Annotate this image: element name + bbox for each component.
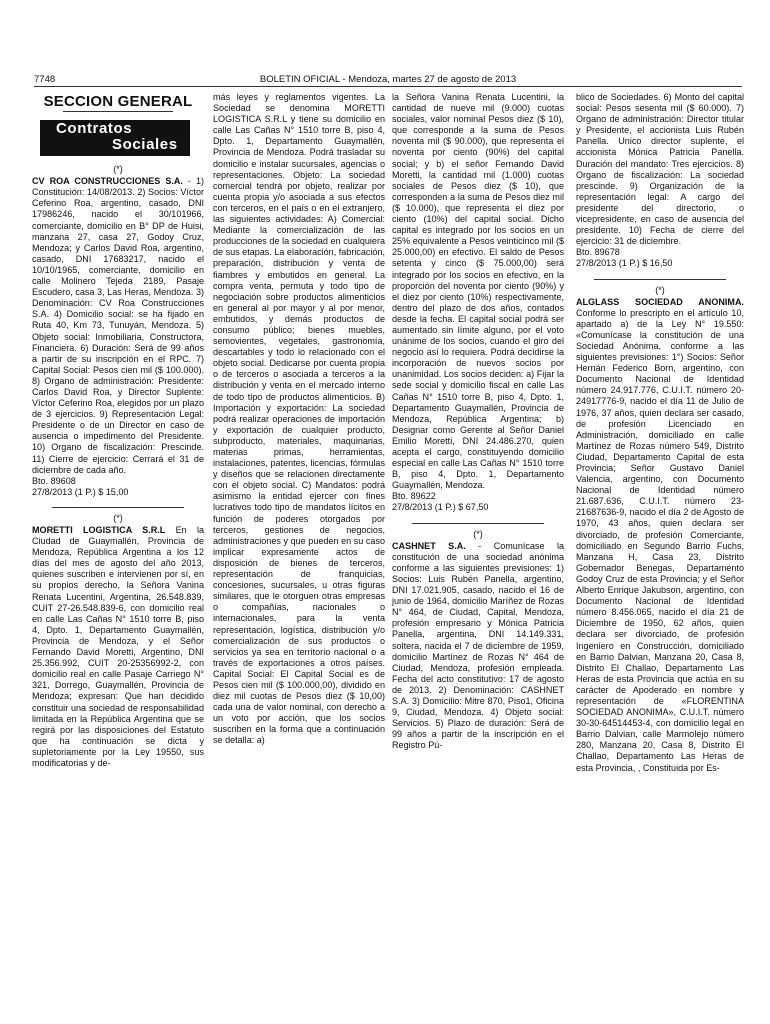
notice-date-price: 27/8/2013 (1 P.) $ 16,50 bbox=[576, 258, 673, 269]
notice-star: (*) bbox=[473, 528, 483, 539]
notice-text: - Comunícase la constitución de una sociedad anónima conforme a las siguientes previsiones: 1) Socios: Luis Rubén Panella, argentino, DNI 17.021.905, casado, nacido el 16 de junio de 1964, domicilio Maríñez de Rozas N° 464, de Ciudad, Capital, Mendoza, profesión empresario y Mónica Patricia Panella, argentina, DNI 14.149.331, soltera, nacida el 7 de diciembre de 1959, domicilio Martínez de Rozas N° 464 de Ciudad, Mendoza, profesión empleada. Fecha del acto constitutivo: 17 de agosto de 2013. 2) Denominación: CASHNET S.A. 3) Domicilio: Mitre 870, Piso1, Oficina 9, Ciudad, Mendoza. 4) Objeto social: Servicios. 5) Plazo de duración: Será de 99 años a partir de la inscripción en el Registro Pú- bbox=[392, 540, 564, 751]
notice-bto: Bto. 89678 bbox=[576, 247, 620, 258]
section-divider bbox=[63, 111, 173, 112]
notice-star: (*) bbox=[113, 512, 123, 523]
notice-body bbox=[576, 297, 744, 774]
notice-date-price: 27/8/2013 (1 P.) $ 15,00 bbox=[32, 486, 129, 497]
notice-company-name: ALGLASS SOCIEDAD ANONIMA. bbox=[576, 296, 744, 307]
section-title: SECCION GENERAL bbox=[43, 93, 193, 110]
banner-line-1: Contratos bbox=[56, 120, 133, 138]
notice-cv-roa bbox=[32, 164, 204, 498]
notice-body bbox=[32, 525, 204, 769]
notice-text: - 1) Constitución: 14/08/2013. 2) Socios: Víctor Ceferino Roa, argentino, casado, DNI 17986246, nacido el 30/101966, comerciante, domicilio en B° DP de Huisi, manzana 27, casa 27, Godoy Cruz, Mendoza; y Carlos David Roa, argentino, casado, DNI 17683217, nacido el 10/10/1965, comerciante, domicilio en calle Molinero Tejeda 2189, Pasaje Escudero, casa 3, Las Heras, Mendoza. 3) Denominación: CV Roa Construcciones S.A. 4) Domicilio social: se ha fijado en Ruta 40, Km 73, Tunuyán, Mendoza. 5) Objeto social: Inmobiliaria, Constructora, Financiera. 6) Duración: Será de 99 años a partir de su inscripción en el RPC. 7) Capital Social: Pesos cien mil ($ 100.000). 8) Organo de administración: Presidente: Carlos David Roa, y Director Suplente: Víctor Ceferino Roa, elegidos por un plazo de 3 ejercicios. 9) Representación Legal: Presidente o de un Director en caso de ausencia o impedimento del Presidente. 10) Organo de fiscalización: Prescinde. 11) Cierre de ejercicio: Cerrará el 31 de diciembre de cada año. bbox=[32, 176, 204, 475]
page-header bbox=[34, 72, 742, 87]
notice-company-name: CASHNET S.A. bbox=[392, 540, 466, 551]
column-1 bbox=[32, 92, 204, 769]
column-3 bbox=[392, 92, 564, 751]
notice-text: En la Ciudad de Guaymallén, Provincia de Mendoza, República Argentina a los 12 días del mes de agosto del año 2013, quienes suscriben e intervienen por sí, en su propios derecho, la Señora Vanina Renata Lucentini, Argentina, 26.548.839, CUIT 27-26.548.839-6, con domicilio real en calle Las Cañas N° 1510 torre B, piso 4, Dpto. 1, Departamento Guaymallén, Provincia de Mendoza, y el Señor Fernando David Moretti, Argentino, DNI 25.356.992, CUIT 20-25356992-2, con domicilio real en calle Pasaje Carriego N° 321, Dorrego, Guaymallén, Provincia de Mendoza; expresan: Que han decidido constituir una sociedad de responsabilidad limitada en la República Argentina que se regirá por las disposiciones del Estatuto que ha continuación se dicta y supletoriamente por la Ley 19550, sus modificatorias y de- bbox=[32, 525, 204, 768]
notice-body bbox=[32, 176, 204, 476]
notice-moretti-part-2: más leyes y reglamentos vigentes. La Sociedad se denomina MORETTI LOGISTICA S.R.L y tiene su domicilio en calle Las Cañas N° 1510 torre B, piso 4, Dpto. 1, Departamento Guaymallén, Provincia de Mendoza. Podrá trasladar su domicilio e instalar sucursales, agencias o representaciones. Objeto: La sociedad comercial tendrá por objeto, realizar por cuenta propia y/o asociada a sus efectos con terceros, en el país o en el extranjero, las siguientes actividades: A) Comercial: Mediante la comercialización de las producciones de la sociedad en cualquiera de sus etapas. La elaboración, fabricación, preparación, distribución y venta de fiambres y embutidos en general. La compra venta, permuta y todo tipo de negociación sobre productos alimenticios en general al por mayor y al por menor, embutidos, y demás productos de consumo público; bienes muebles, semovientes, vegetales, gastronomía, descartables y todo lo relacionado con el objeto social. Dedicarse por cuenta propia o de terceros o asociada a terceros a la distribución y venta en el mercado interno de todo tipo de productos alimenticios. B) Importación y exportación: La sociedad podrá realizar operaciones de importación y exportación de cualquier producto, subproducto, materiales, maquinarias, materias primas, herramientas, instalaciones, patentes, licencias, fórmulas y diseños que se relacionen directamente con el objeto social. C) Mandatos: podrá asimismo la entidad ejercer con fines lucrativos todo tipo de mandatos lícitos en función de poderes otorgados por terceros, gestiones de negocios, administraciones y que pueden en su caso implicar expresamente actos de disposición de bienes de terceros, representación de franquicias, concesiones, sucursales, u otras figuras similares, que le otorguen otras empresas o compañías, nacionales o internacionales, para la venta representación, logística, distribución y/o comercialización de sus productos o servicios ya sea en territorio nacional o a través de exportaciones a otros países. Capital Social: El Capital Social es de Pesos cien mil ($ 100.000,00), dividido en diez mil cuotas de Pesos diez ($ 10,00) cada una de valor nominal, con derecho a un voto por acción, que los socios suscriben en la forma que a continuación se detalla: a) bbox=[213, 92, 386, 746]
notice-body bbox=[392, 541, 564, 752]
notice-divider bbox=[412, 523, 544, 524]
banner-line-2: Sociales bbox=[112, 136, 178, 154]
notice-cashnet-part-1 bbox=[392, 529, 564, 752]
notice-bto: Bto. 89622 bbox=[392, 491, 436, 502]
notice-bto: Bto. 89608 bbox=[32, 475, 76, 486]
notice-moretti-part-3: la Señora Vanina Renata Lucentini, la cantidad de nueve mil (9.000) cuotas sociales, valor nominal Pesos diez ($ 10), que corresponde a la suma de Pesos noventa mil ($ 90.000), que representa el noventa por ciento (90%) del capital social; y b) el señor Fernando David Moretti, la cantidad mil (1.000) cuotas sociales de Pesos diez ($ 10), que corresponden a la suma de Pesos diez mil ($ 10.000), que representa el diez por ciento (10%) del capital social. Dicho capital es integrado por los socios en un 25% equivalente a Pesos veinticinco mil ($ 25.000,00) en efectivo. El saldo de Pesos setenta y cinco ($ 75.000,00) será integrado por los socios en efectivo, en la proporción del noventa por ciento (90%) y el diez por ciento (10%) respectivamente, dentro del plazo de dos años, contados desde la fecha. El capital social podrá ser aumentado sin límite alguno, por el voto unánime de los socios, cuando el giro del negocio así lo requiera. Podrá decidirse la incorporación de nuevos socios por unanimidad. Los socios deciden: a) Fijar la sede social y domicilio fiscal en calle Las Cañas N° 1510 torre B, piso 4, Dpto. 1, Departamento Guaymallén, Provincia de Mendoza, República Argentina; b) Designar como Gerente al Señor Daniel Emilio Moretti, DNI 24.486.270, quien acepta el cargo, constituyendo domicilio especial en calle Las Cañas N° 1510 torre B, piso 4, Dpto. 1, Departamento Guaymallén, Mendoza. bbox=[392, 92, 564, 491]
notice-star: (*) bbox=[113, 164, 123, 175]
column-4 bbox=[576, 92, 744, 774]
notice-divider bbox=[594, 279, 726, 280]
notice-star: (*) bbox=[655, 284, 665, 295]
notice-text: Conforme lo prescripto en el artículo 10, apartado a) de la Ley N° 19.550: «Comunícase la constitución de una Sociedad Anónima, conforme a las siguientes previsiones: 1°) Socios: Señor Hernán Federico Born, argentino, con Documento Nacional de Identidad número 24.917.776, C.U.I.T. número 20-24917776-9, nacido el día 11 de Julio de 1976, 37 años, quien declara ser casado, de profesión Licenciado en Administración, domiciliado en calle Martínez de Rozas número 549, Distrito Ciudad, Departamento Capital de esta Provincia; Señor Gustavo Daniel Valencia, argentino, con Documento Nacional de Identidad número 21.687.636, C.U.I.T. número 23-21687636-9, nacido el día 2 de Agosto de 1970, 43 años, quien declara ser divorciado, de profesión Comerciante, domiciliado en Segundo Barrio Fuchs, Manzana H, Casa 23, Distrito Gobernador Benegas, Departamento Godoy Cruz de esta Provincia; y el Señor Alberto Enrique Jakubson, argentino, con Documento Nacional de Identidad número 8.456.065, nacido el día 21 de Diciembre de 1950, 62 años, quien declara ser divorciado, de profesión Ingeniero en Construcción, domiciliado en Barrio Dalvian, Manzana 20, Casa 8, Distrito El Challao, Departamento Las Heras de esta Provincia que actúa en su carácter de Apoderado en nombre y representación de «FLORENTINA SOCIEDAD ANONIMA», C.U.I.T. número 30-30-64514453-4, con domicilio legal en Barrio Dalvian, calle Marmolejo número 280, Manzana 20, Casa 8, Distrito El Challao, Departamento Las Heras de esta Provincia, , Constituida por Es- bbox=[576, 307, 744, 773]
contratos-sociales-banner bbox=[32, 120, 204, 158]
notice-divider bbox=[52, 507, 184, 508]
column-2 bbox=[213, 92, 385, 747]
bulletin-title: BOLETIN OFICIAL - Mendoza, martes 27 de agosto de 2013 bbox=[259, 74, 517, 85]
notice-company-name: CV ROA CONSTRUCCIONES S.A. bbox=[32, 176, 183, 187]
page-number: 7748 bbox=[34, 74, 56, 85]
notice-moretti-part-1 bbox=[32, 513, 204, 769]
notice-date-price: 27/8/2013 (1 P.) $ 67,50 bbox=[392, 502, 489, 513]
notice-alglass bbox=[576, 285, 744, 774]
notice-company-name: MORETTI LOGISTICA S.R.L bbox=[32, 525, 166, 535]
notice-cashnet-part-2: blico de Sociedades. 6) Monto del capital social: Pesos sesenta mil ($ 60.000). 7) Organo de administración: Director titular y Presidente, el accionista Luis Rubén Panella. Unico director suplente, el accionista Mónica Patricia Panella. Duración del mandato: Tres ejercicios. 8) Organo de fiscalización: La sociedad prescinde. 9) Organización de la representación legal: A cargo del presidente del directorio, o vicepresidente, en caso de ausencia del presidente. 10) Fecha de cierre del ejercicio: 31 de diciembre. bbox=[576, 92, 744, 247]
